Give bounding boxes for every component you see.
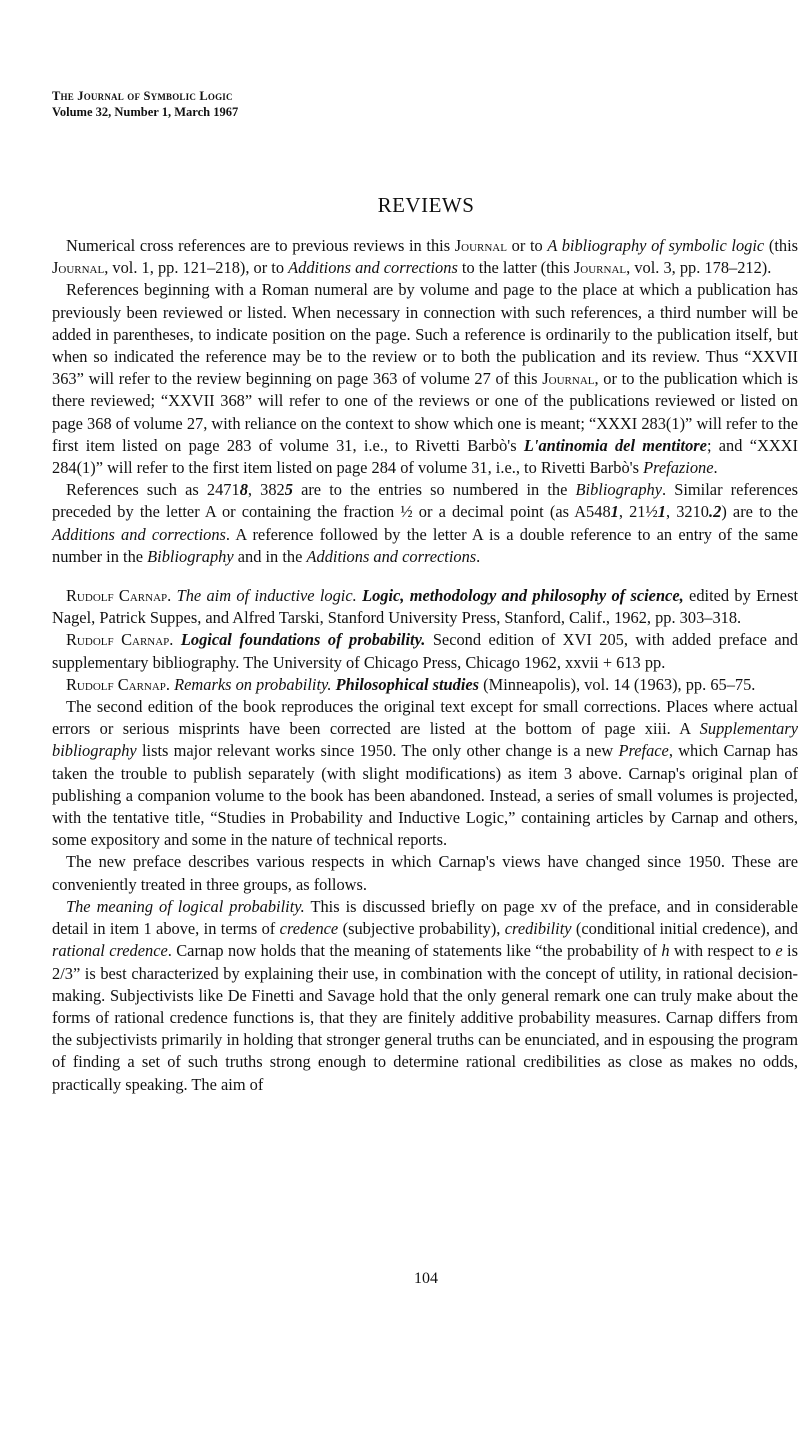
journal-name: The Journal of Symbolic Logic	[52, 89, 233, 103]
citation-1: Rudolf Carnap. The aim of inductive logic. Logic, methodology and philosophy of science, edited by Ernest Nagel, Patrick Suppes, and Alfred Tarski, Stanford University Press, Stanford, Calif., 1962, pp. 303–318.	[52, 586, 799, 628]
intro-paragraph-1: Numerical cross references are to previous reviews in this Journal or to A bibliography of symbolic logic (this Journal, vol. 1, pp. 121–218), or to Additions and corrections to the latter (this Journal, vol. 3, pp. 178–212).	[52, 236, 799, 278]
page-number: 104	[414, 1270, 438, 1287]
citation-2: Rudolf Carnap. Logical foundations of probability. Second edition of XVI 205, with added preface and supplementary bibliography. The University of Chicago Press, Chicago 1962, xxvii + 613 pp.	[52, 630, 798, 672]
intro-paragraph-3: References such as 24718, 3825 are to the entries so numbered in the Bibliography. Similar references preceded by the letter A or containing the fraction ½ or a decimal point (as A5481, 21½1, 3210.2) are to the Additions and corrections. A reference followed by the letter A is a double reference to an entry of the same number in the Bibliography and in the Additions and corrections.	[52, 480, 798, 566]
journal-header	[52, 88, 238, 120]
citation-3: Rudolf Carnap. Remarks on probability. Philosophical studies (Minneapolis), vol. 14 (1963), pp. 65–75.	[66, 674, 756, 694]
section-title: REVIEWS	[377, 193, 475, 217]
intro-paragraph-2: References beginning with a Roman numeral are by volume and page to the place at which a publication has previously been reviewed or listed. When necessary in connection with such references, a third number will be added in parentheses, to indicate position on the page. Such a reference is ordinarily to the publication itself, but when so indicated the reference may be to the review or to both the publication and its review. Thus “XXVII 363” will refer to the review beginning on page 363 of volume 27 of this Journal, or to the publication which is there reviewed; “XXVII 368” will refer to one of the reviews or one of the publications reviewed or listed on page 368 of volume 27, with reliance on the context to show which one is meant; “XXXI 283(1)” will refer to the first item listed on page 283 of volume 31, i.e., to Rivetti Barbò's L'antinomia del mentitore; and “XXXI 284(1)” will refer to the first item listed on page 284 of volume 31, i.e., to Rivetti Barbò's Prefazione.	[52, 280, 798, 478]
review-paragraph-2: The new preface describes various respects in which Carnap's views have changed since 1950. These are conveniently treated in three groups, as follows.	[52, 852, 798, 894]
article-body	[52, 235, 798, 1096]
review-paragraph-3: The meaning of logical probability. This is discussed briefly on page xv of the preface, and in considerable detail in item 1 above, in terms of credence (subjective probability), credibility (conditional initial credence), and rational credence. Carnap now holds that the meaning of statements like “the probability of h with respect to e is 2/3” is best characterized by explaining their use, in combination with the concept of utility, in rational decision-making. Subjectivists like De Finetti and Savage hold that the only general remark one can truly make about the forms of rational credence functions is, that they are finitely additive probability measures. Carnap differs from the subjectivists primarily in holding that stronger general truths can be enunciated, and in espousing the program of finding a set of such truths strong enough to determine rational credibilities as close as makes no odds, practically speaking. The aim of	[52, 896, 799, 1094]
issue-info: Volume 32, Number 1, March 1967	[52, 105, 239, 119]
review-paragraph-1: The second edition of the book reproduces the original text except for small corrections. Places where actual errors or serious misprints have been corrected are listed at the bottom of page xiii. A Supplementary bibliography lists major relevant works since 1950. The only other change is a new Preface, which Carnap has taken the trouble to publish separately (with slight modifications) as item 3 above. Carnap's original plan of publishing a companion volume to the book has been abandoned. Instead, a series of small volumes is projected, with the tentative title, “Studies in Probability and Inductive Logic,” containing articles by Carnap and others, some expository and some in the nature of technical reports.	[52, 697, 798, 850]
